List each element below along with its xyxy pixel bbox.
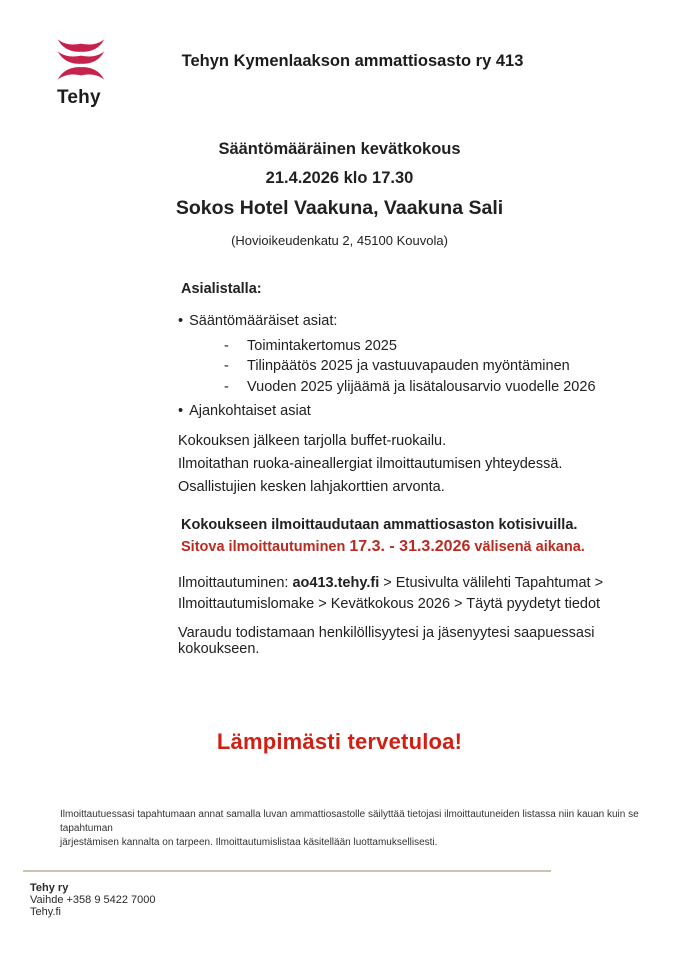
dash-marker: - xyxy=(224,358,229,375)
footer-divider xyxy=(23,870,551,872)
agenda-subitem xyxy=(224,336,639,356)
document-title: Tehyn Kymenlaakson ammattiosasto ry 413 xyxy=(181,52,524,70)
deadline-suffix: välisenä aikana. xyxy=(470,539,585,555)
agenda-subitem-label: Vuoden 2025 ylijäämä ja lisätalousarvio vuodelle 2026 xyxy=(247,378,596,395)
identity-notice: Varaudu todistamaan henkilöllisyytesi ja jäsenyytesi saapuessasi kokoukseen. xyxy=(178,625,595,657)
event-venue: Sokos Hotel Vaakuna, Vaakuna Sali xyxy=(175,197,504,219)
footer xyxy=(30,883,156,918)
agenda-list xyxy=(178,311,639,421)
event-datetime: 21.4.2026 klo 17.30 xyxy=(265,169,414,187)
registration-notice: Kokoukseen ilmoittaudutaan ammattiosaston kotisivuilla. xyxy=(181,517,578,533)
deadline-dates: 17.3. - 31.3.2026 xyxy=(349,538,471,555)
event-heading: Sääntömääräinen kevätkokous xyxy=(218,140,461,158)
agenda-subitem-label: Toimintakertomus 2025 xyxy=(247,338,397,354)
agenda-item xyxy=(178,311,639,331)
registration-path xyxy=(178,573,649,614)
fine-print-line: järjestämisen kannalta on tarpeen. Ilmoittautumislistaa käsitellään luottamuksellisesti. xyxy=(60,837,438,848)
welcome-message: Lämpimästi tervetuloa! xyxy=(216,729,463,754)
tehy-logo xyxy=(57,38,117,109)
registration-deadline xyxy=(181,538,585,556)
info-paragraph xyxy=(178,430,649,499)
footer-phone: Vaihde +358 9 5422 7000 xyxy=(30,893,156,906)
info-line: Osallistujien kesken lahjakorttien arvonta. xyxy=(178,479,445,495)
registration-path-line2: Ilmoittautumislomake > Kevätkokous 2026 > Täytä pyydetyt tiedot xyxy=(178,595,601,612)
footer-website: Tehy.fi xyxy=(30,905,61,918)
agenda-subitem-label: Tilinpäätös 2025 ja vastuuvapauden myöntäminen xyxy=(247,358,570,375)
path-prefix: Ilmoittautuminen: xyxy=(178,575,293,591)
footer-org-name: Tehy ry xyxy=(30,882,69,894)
path-rest: > Etusivulta välilehti Tapahtumat > xyxy=(379,575,604,591)
registration-path-line1 xyxy=(178,573,649,594)
deadline-prefix: Sitova ilmoittautuminen xyxy=(181,539,350,555)
agenda-subitem xyxy=(224,356,639,376)
agenda-item xyxy=(178,401,639,421)
agenda-subitem xyxy=(224,377,639,397)
agenda-subitems xyxy=(178,336,639,397)
agenda-item-label: Sääntömääräiset asiat: xyxy=(189,313,338,329)
dash-marker: - xyxy=(224,338,229,354)
bullet-marker: • xyxy=(178,403,184,420)
registration-site: ao413.tehy.fi xyxy=(292,575,380,591)
privacy-fine-print xyxy=(60,808,639,850)
event-address: (Hovioikeudenkatu 2, 45100 Kouvola) xyxy=(231,233,448,248)
bullet-marker: • xyxy=(178,313,184,329)
info-line: Ilmoitathan ruoka-aineallergiat ilmoittautumisen yhteydessä. xyxy=(178,456,563,472)
info-line: Kokouksen jälkeen tarjolla buffet-ruokailu. xyxy=(178,433,447,449)
tehy-wordmark: Tehy xyxy=(57,87,101,108)
agenda-label: Asialistalla: xyxy=(181,281,262,297)
fine-print-line: Ilmoittautuessasi tapahtumaan annat samalla luvan ammattiosastolle säilyttää tietojasi ilmoittautuneiden listassa niin kauan kuin se tapahtuman xyxy=(60,809,639,834)
agenda-item-label: Ajankohtaiset asiat xyxy=(189,403,311,420)
dash-marker: - xyxy=(224,378,229,395)
